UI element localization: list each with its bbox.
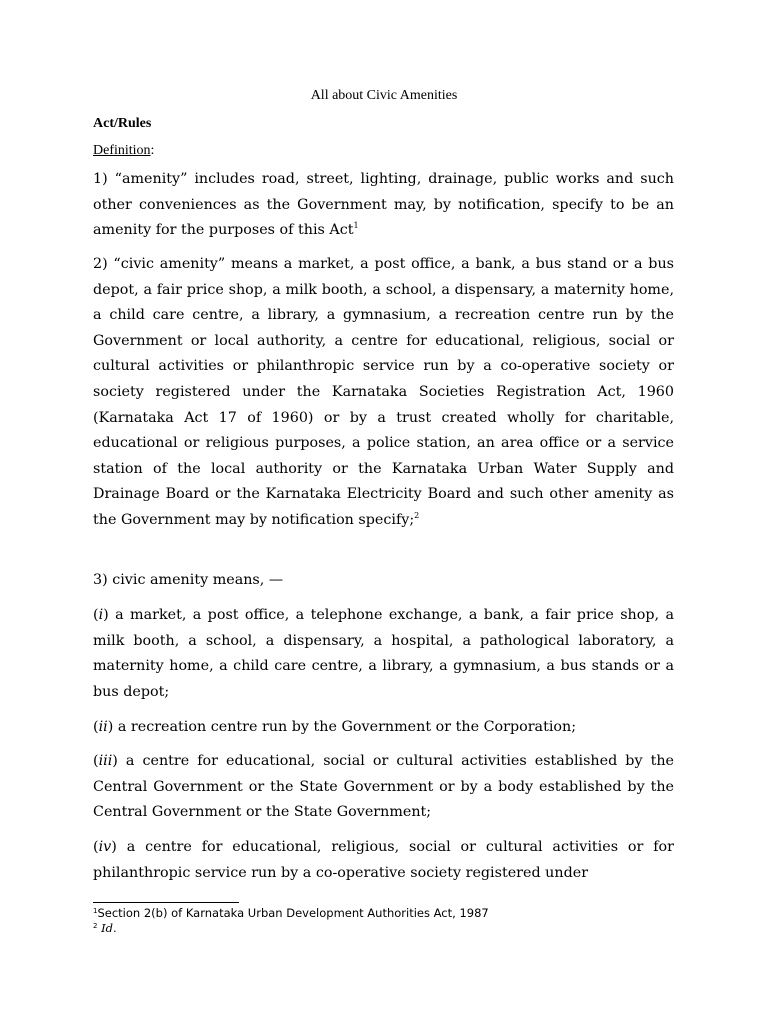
paragraph-civic-amenity (93, 252, 674, 534)
definition-label-line (93, 142, 154, 160)
paragraph-text: 3) civic amenity means, — (93, 572, 284, 588)
document-title: All about Civic Amenities (310, 88, 458, 103)
footnote-ref: 2 (414, 510, 420, 520)
clause-ii (93, 715, 674, 741)
footnote-text: Id. (101, 921, 117, 935)
clause-text: a recreation centre run by the Government or the Corporation; (113, 719, 577, 735)
footnote-mark: 2 (93, 922, 98, 930)
clause-iv (93, 835, 674, 886)
footnote-2 (93, 921, 117, 936)
footnote-ref: 1 (353, 221, 359, 231)
footnote-mark: 1 (93, 907, 98, 915)
clause-text: a market, a post office, a telephone exchange, a bank, a fair price shop, a milk booth, a school, a dispensary, a hospital, a pathological laboratory, a maternity home, a child care centre, a library, a gymnasium, a bus stands or a bus depot; (93, 607, 674, 700)
definition-colon: : (150, 143, 155, 158)
clause-numeral: iii (98, 753, 113, 769)
clause-close: ) (107, 719, 114, 735)
section-heading: Act/Rules (93, 116, 152, 131)
clause-numeral: iv (98, 839, 112, 855)
clause-close: ) (112, 753, 118, 769)
clause-text: a centre for educational, social or cultural activities established by the Central Government or the State Government or by a body established by the Central Government or the State Government; (93, 753, 674, 821)
clause-close: ) (111, 839, 117, 855)
clause-open: ( (93, 719, 99, 735)
paragraph-text: 1) “amenity” includes road, street, lighting, drainage, public works and such other conveniences as the Government may, by notification, specify to be an amenity for the purposes of this Act (93, 171, 674, 239)
paragraph-civic-amenity-means (93, 568, 674, 594)
footnote-separator (93, 902, 239, 903)
definition-label: Definition (93, 143, 151, 158)
clause-i (93, 603, 674, 705)
clause-open: ( (93, 839, 99, 855)
clause-close: ) (103, 607, 109, 623)
clause-numeral: i (98, 607, 104, 623)
clause-open: ( (93, 753, 99, 769)
clause-text: a centre for educational, religious, social or cultural activities or for philanthropic service run by a co-operative society registered under (93, 839, 674, 881)
footnote-1 (93, 906, 489, 921)
paragraph-text: 2) “civic amenity” means a market, a post office, a bank, a bus stand or a bus depot, a fair price shop, a milk booth, a school, a dispensary, a maternity home, a child care centre, a library, a gymnasium, a recreation centre run by the Government or local authority, a centre for educational, religious, social or cultural activities or philanthropic service run by a co-operative society or society registered under the Karnataka Societies Registration Act, 1960 (Karnataka Act 17 of 1960) or by a trust created wholly for charitable, educational or religious purposes, a police station, an area office or a service station of the local authority or the Karnataka Urban Water Supply and Drainage Board or the Karnataka Electricity Board and such other amenity as the Government may by notification specify; (93, 256, 674, 528)
clause-numeral: ii (98, 719, 108, 735)
footnote-text: Section 2(b) of Karnataka Urban Development Authorities Act, 1987 (97, 906, 489, 920)
clause-iii (93, 749, 674, 826)
clause-open: ( (93, 607, 99, 623)
paragraph-amenity (93, 167, 674, 244)
